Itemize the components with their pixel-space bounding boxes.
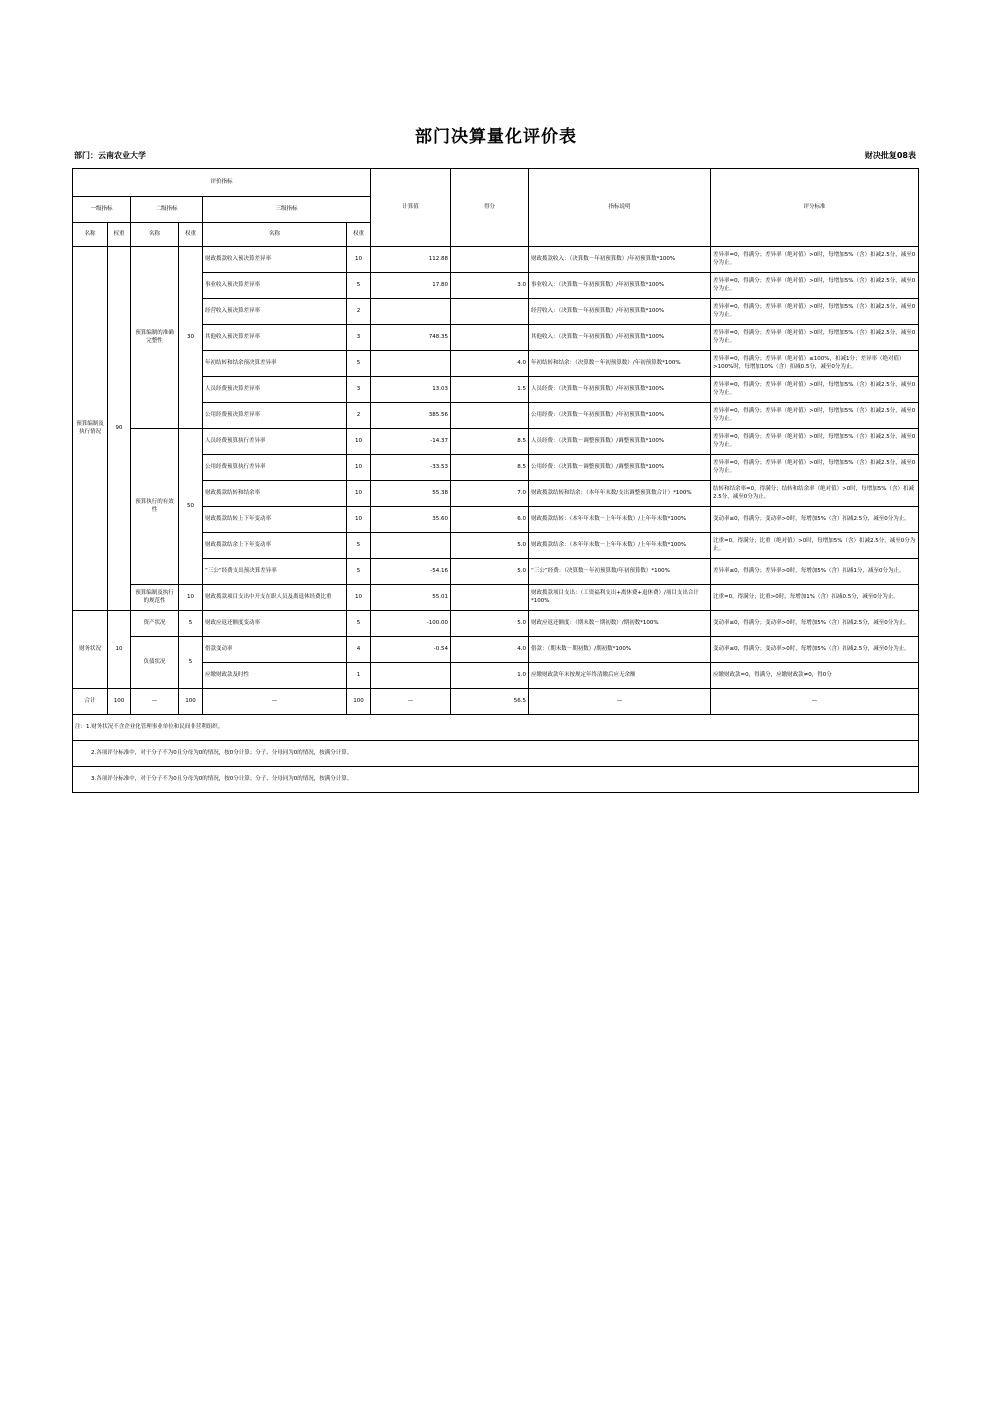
indicator-name: 财政应返还额度变动率 [203,611,347,637]
note-3: 3.各项评分标准中，对于分子不为0且分母为0的情况，按0分计算；分子、分母同为0的情况，按满分计算。 [73,767,919,793]
subgroup-name: 预算编制及执行的规范性 [131,585,179,611]
group-weight: 10 [108,611,131,689]
note-row [73,715,919,741]
indicator-weight: 10 [347,429,371,455]
subgroup-name: 预算编制的准确完整性 [131,247,179,429]
indicator-name: 经营收入预决算差异率 [203,299,347,325]
criteria: 差异率=0，得满分；差异率（绝对值）>0时，每增加5%（含）扣减2.5分，减至0分为止。 [711,429,919,455]
description: “三公”经费：（决算数－年初预算数/年初预算数）*100% [529,559,711,585]
header-name: 名称 [203,223,347,247]
criteria: 变动率≤0，得满分；变动率>0时，每增加5%（含）扣减2.5分，减至0分为止。 [711,507,919,533]
total-weight-1: 100 [108,689,131,715]
indicator-weight: 3 [347,325,371,351]
indicator-weight: 3 [347,377,371,403]
table-row [73,585,919,611]
criteria: 变动率≤0，得满分；变动率>0时，每增加5%（含）扣减2.5分，减至0分为止。 [711,637,919,663]
header-weight: 权重 [347,223,371,247]
total-weight-3: 100 [347,689,371,715]
note-1: 注：1.财务状况不含企业化管理事业单位和民间非营利组织。 [73,715,919,741]
group-weight: 90 [108,247,131,611]
note-row [73,741,919,767]
page-title: 部门决算量化评价表 [415,127,577,147]
subgroup-weight: 50 [179,429,203,585]
indicator-name: “三公”经费支出预决算差异率 [203,559,347,585]
subgroup-name: 预算执行的有效性 [131,429,179,585]
header-criteria: 评分标准 [711,169,919,247]
table-body [73,169,919,793]
description: 财政拨款收入：（决算数－年初预算数）/年初预算数*100% [529,247,711,273]
score [451,247,529,273]
description: 其他收入：（决算数－年初预算数）/年初预算数*100% [529,325,711,351]
indicator-weight: 10 [347,481,371,507]
calc-value: -33.53 [371,455,451,481]
criteria: 差异率=0，得满分；差异率（绝对值）≤100%，扣减1分；差异率（绝对值）>100%时，每增加10%（含）扣减0.5分，减至0分为止。 [711,351,919,377]
score: 4.0 [451,637,529,663]
description: 财政拨款结转：（本年年末数－上年年末数）/上年年末数*100% [529,507,711,533]
description: 年初结转和结余：（决算数－年初预算数）/年初预算数*100% [529,351,711,377]
indicator-weight: 5 [347,611,371,637]
description: 公用经费：（决算数－调整预算数）/调整预算数*100% [529,455,711,481]
score: 6.0 [451,507,529,533]
calc-value [371,663,451,689]
header-name: 名称 [73,223,108,247]
description: 人员经费：（决算数－年初预算数）/年初预算数*100% [529,377,711,403]
header-level2: 二级指标 [131,197,203,223]
description: 财政应返还额度：（期末数－期初数）/期初数*100% [529,611,711,637]
calc-value: -100.00 [371,611,451,637]
description: 财政拨款结余：（本年年末数－上年年末数）/上年年末数*100% [529,533,711,559]
indicator-weight: 5 [347,351,371,377]
subgroup-weight: 5 [179,637,203,689]
header-name: 名称 [131,223,179,247]
department-label: 部门：云南农业大学 [74,151,146,160]
table-row [73,637,919,663]
indicator-name: 借款变动率 [203,637,347,663]
description: 公用经费：（决算数－年初预算数）/年初预算数*100% [529,403,711,429]
indicator-weight: 5 [347,273,371,299]
calc-value: 35.60 [371,507,451,533]
indicator-weight: 10 [347,455,371,481]
header-level3: 三级指标 [203,197,371,223]
calc-value [371,351,451,377]
header-score: 得分 [451,169,529,247]
description: 人员经费：（决算数－调整预算数）/调整预算数*100% [529,429,711,455]
table-row [73,429,919,455]
score: 1.0 [451,663,529,689]
criteria: 比重=0，得满分；比重>0时，每增加1%（含）扣减0.5分，减至0分为止。 [711,585,919,611]
indicator-weight: 10 [347,507,371,533]
indicator-name: 人员经费预算执行差异率 [203,429,347,455]
subgroup-weight: 10 [179,585,203,611]
header-level1: 一级指标 [73,197,131,223]
score: 8.5 [451,455,529,481]
description: 借款：（期末数－期初数）/期初数*100% [529,637,711,663]
indicator-weight: 1 [347,663,371,689]
subgroup-name: 负债状况 [131,637,179,689]
calc-value: 13.03 [371,377,451,403]
score: 1.5 [451,377,529,403]
indicator-weight: 2 [347,403,371,429]
indicator-weight: 5 [347,559,371,585]
calc-value: 112.88 [371,247,451,273]
indicator-weight: 10 [347,585,371,611]
criteria: 差异率=0，得满分；差异率（绝对值）>0时，每增加5%（含）扣减2.5分，减至0分为止。 [711,377,919,403]
score: 5.0 [451,533,529,559]
calc-value: 55.01 [371,585,451,611]
total-description: — [529,689,711,715]
calc-value [371,533,451,559]
table-row [73,247,919,273]
score: 7.0 [451,481,529,507]
criteria: 差异率=0，得满分；差异率（绝对值）>0时，每增加5%（含）扣减2.5分，减至0分为止。 [711,273,919,299]
criteria: 差异率=0，得满分；差异率（绝对值）>0时，每增加5%（含）扣减2.5分，减至0分为止。 [711,299,919,325]
score [451,299,529,325]
header-eval-indicator: 评价指标 [73,169,371,197]
total-label: 合计 [73,689,108,715]
indicator-weight: 5 [347,533,371,559]
indicator-name: 财政拨款收入预决算差异率 [203,247,347,273]
score [451,325,529,351]
description: 财政拨款项目支出：（工资福利支出+离休费+退休费）/项目支出合计*100% [529,585,711,611]
criteria: 差异率=0，得满分；差异率（绝对值）>0时，每增加5%（含）扣减2.5分，减至0分为止。 [711,455,919,481]
indicator-name: 其他收入预决算差异率 [203,325,347,351]
score [451,403,529,429]
header-description: 指标说明 [529,169,711,247]
total-dash-2: — [203,689,347,715]
subgroup-weight: 30 [179,247,203,429]
calc-value: 17.80 [371,273,451,299]
total-dash-1: — [131,689,179,715]
calc-value: 55.38 [371,481,451,507]
calc-value [371,299,451,325]
indicator-name: 人员经费预决算差异率 [203,377,347,403]
total-value: — [371,689,451,715]
criteria: 差异率=0，得满分；差异率（绝对值）>0时，每增加5%（含）扣减2.5分，减至0分为止。 [711,325,919,351]
header-calc-value: 计算值 [371,169,451,247]
criteria: 比重=0，得满分；比重（绝对值）>0时，每增加5%（含）扣减2.5分，减至0分为止。 [711,533,919,559]
description: 财政拨款结转和结余：（本年年末数/支出调整预算数合计）*100% [529,481,711,507]
criteria: 变动率≤0，得满分；变动率>0时，每增加5%（含）扣减2.5分，减至0分为止。 [711,611,919,637]
score: 3.0 [451,273,529,299]
indicator-name: 财政拨款结余上下年变动率 [203,533,347,559]
indicator-name: 公用经费预决算差异率 [203,403,347,429]
indicator-weight: 10 [347,247,371,273]
indicator-name: 财政拨款项目支出中开支在职人员及离退休经费比重 [203,585,347,611]
subgroup-name: 资产状况 [131,611,179,637]
total-score: 56.5 [451,689,529,715]
criteria: 差异率≤0，得满分；差异率>0时，每增加5%（含）扣减1分，减至0分为止。 [711,559,919,585]
description: 应缴财政款年末按规定年终清缴后应无余额 [529,663,711,689]
total-criteria: — [711,689,919,715]
table-row [73,611,919,637]
calc-value: 748.35 [371,325,451,351]
calc-value: 385.56 [371,403,451,429]
criteria: 差异率=0，得满分；差异率（绝对值）>0时，每增加5%（含）扣减2.5分，减至0分为止。 [711,403,919,429]
group-name: 预算编制及执行情况 [73,247,108,611]
score: 5.0 [451,559,529,585]
total-row [73,689,919,715]
note-row [73,767,919,793]
table-number: 财决批复08表 [864,151,916,160]
criteria: 差异率=0，得满分；差异率（绝对值）>0时，每增加5%（含）扣减2.5分，减至0分为止。 [711,247,919,273]
indicator-name: 公用经费预算执行差异率 [203,455,347,481]
criteria: 应缴财政款=0，得满分，应缴财政款≠0，得0分 [711,663,919,689]
description: 事业收入：（决算数－年初预算数）/年初预算数*100% [529,273,711,299]
score: 8.5 [451,429,529,455]
indicator-name: 应缴财政款及时性 [203,663,347,689]
header-weight: 权重 [108,223,131,247]
header-weight: 权重 [179,223,203,247]
indicator-weight: 2 [347,299,371,325]
indicator-name: 财政拨款结转和结余率 [203,481,347,507]
note-2: 2.各项评分标准中，对于分子不为0且分母为0的情况，按0分计算；分子、分母同为0的情况，按满分计算。 [73,741,919,767]
score: 4.0 [451,351,529,377]
criteria: 结转和结余率=0，得满分；结转和结余率（绝对值）>0时，每增加5%（含）扣减2.5分，减至0分为止。 [711,481,919,507]
indicator-name: 年初结转和结余预决算差异率 [203,351,347,377]
evaluation-table [72,168,919,793]
total-weight-2: 100 [179,689,203,715]
calc-value: -0.54 [371,637,451,663]
calc-value: -14.37 [371,429,451,455]
indicator-name: 事业收入预决算差异率 [203,273,347,299]
description: 经营收入：（决算数－年初预算数）/年初预算数*100% [529,299,711,325]
indicator-name: 财政拨款结转上下年变动率 [203,507,347,533]
group-name: 财务状况 [73,611,108,689]
score [451,585,529,611]
indicator-weight: 4 [347,637,371,663]
score: 5.0 [451,611,529,637]
calc-value: -54.16 [371,559,451,585]
subgroup-weight: 5 [179,611,203,637]
